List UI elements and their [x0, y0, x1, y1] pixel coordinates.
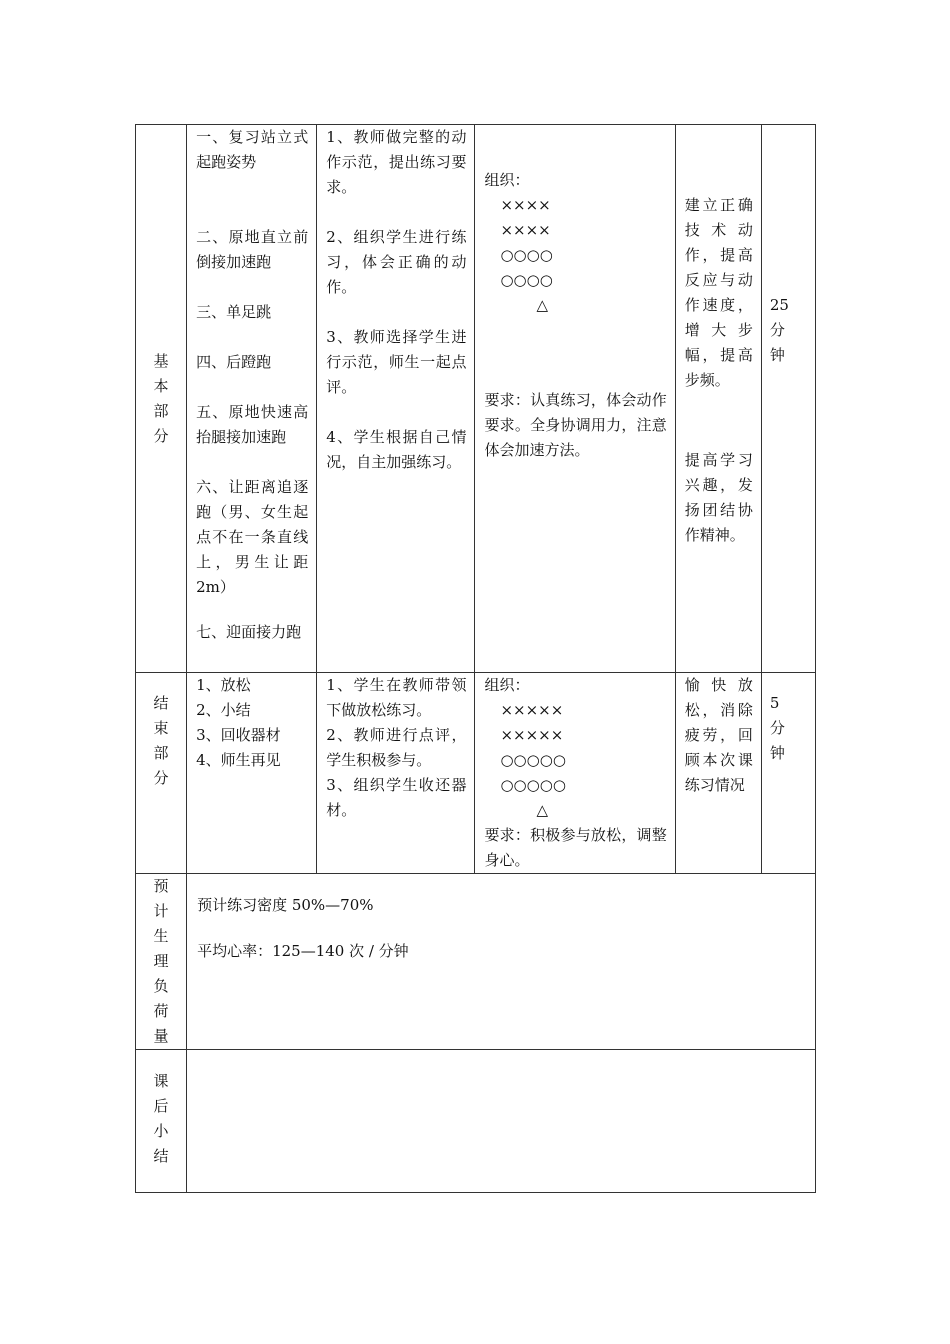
formation-row: ○○○○: [500, 246, 553, 264]
requirement-text: 要求：积极参与放松，调整身心。: [484, 826, 667, 869]
teacher-step: 2、教师进行点评，学生积极参与。: [326, 726, 467, 769]
basic-organization-cell: [475, 125, 675, 673]
density-text: 预计练习密度 50%—70%: [197, 896, 374, 914]
teacher-step: 3、组织学生收还器材。: [326, 776, 467, 819]
summary-content-cell: [187, 1050, 816, 1193]
teacher-step: 4、学生根据自己情况，自主加强练习。: [326, 428, 467, 471]
ending-teacher-cell: [317, 673, 475, 874]
basic-time-cell: 25 分 钟: [761, 125, 815, 673]
ending-organization-cell: [475, 673, 675, 874]
formation-row: ○○○○: [500, 271, 553, 289]
basic-part-row: [136, 125, 816, 673]
teacher-step: 3、教师选择学生进行示范，师生一起点评。: [326, 328, 467, 396]
goal-text: 建立正确技术动作，提高反应与动作速度，增大步幅，提高步频。: [684, 196, 753, 389]
formation-row: ○○○○○: [500, 776, 566, 794]
teacher-step: 2、组织学生进行练习，体会正确的动作。: [326, 228, 467, 296]
content-item: 四、后蹬跑: [196, 353, 272, 371]
goal-text: 提高学习兴趣，发扬团结协作精神。: [684, 451, 753, 544]
organization-label: 组织：: [484, 676, 530, 694]
teacher-step: 1、学生在教师带领下做放松练习。: [326, 676, 467, 719]
organization-label: 组织：: [484, 171, 530, 189]
goal-text: 愉快放松，消除疲劳，回顾本次课练习情况: [684, 676, 753, 794]
content-item: 1、放松: [196, 676, 251, 694]
basic-goal-cell: [675, 125, 761, 673]
ending-section-label: 结 束 部 分: [136, 673, 187, 874]
formation-row: ×××××: [500, 701, 564, 719]
basic-section-label: 基 本 部 分: [136, 125, 187, 673]
content-item: 二、原地直立前倒接加速跑: [196, 228, 309, 271]
lesson-plan-table: [135, 124, 816, 1193]
teacher-triangle: △: [536, 801, 549, 819]
formation-diagram: [484, 193, 666, 318]
content-item: 3、回收器材: [196, 726, 281, 744]
formation-row: ○○○○○: [500, 751, 566, 769]
ending-time-cell: 5 分 钟: [761, 673, 815, 874]
teacher-step: 1、教师做完整的动作示范，提出练习要求。: [326, 128, 467, 196]
content-item: 4、师生再见: [196, 751, 281, 769]
basic-content-cell: [187, 125, 317, 673]
formation-row: ×××××: [500, 726, 564, 744]
content-item: 六、让距离追逐跑（男、女生起点不在一条直线上，男生让距2m）: [196, 478, 309, 596]
content-item: 一、复习站立式起跑姿势: [196, 128, 309, 171]
formation-diagram: [484, 698, 666, 823]
summary-row: [136, 1050, 816, 1193]
requirement-text: 要求：认真练习，体会动作要求。全身协调用力，注意体会加速方法。: [484, 391, 667, 459]
load-row: [136, 874, 816, 1050]
formation-row: ××××: [500, 196, 551, 214]
content-item: 七、迎面接力跑: [196, 623, 302, 641]
basic-teacher-cell: [317, 125, 475, 673]
summary-section-label: 课 后 小 结: [136, 1050, 187, 1193]
teacher-triangle: △: [536, 296, 549, 314]
content-item: 2、小结: [196, 701, 251, 719]
load-content-cell: [187, 874, 816, 1050]
heart-rate-text: 平均心率：125—140 次 / 分钟: [197, 942, 409, 960]
ending-goal-cell: [675, 673, 761, 874]
ending-content-cell: [187, 673, 317, 874]
content-item: 五、原地快速高抬腿接加速跑: [196, 403, 309, 446]
load-section-label: 预 计 生 理 负 荷 量: [136, 874, 187, 1050]
content-item: 三、单足跳: [196, 303, 272, 321]
formation-row: ××××: [500, 221, 551, 239]
ending-part-row: [136, 673, 816, 874]
